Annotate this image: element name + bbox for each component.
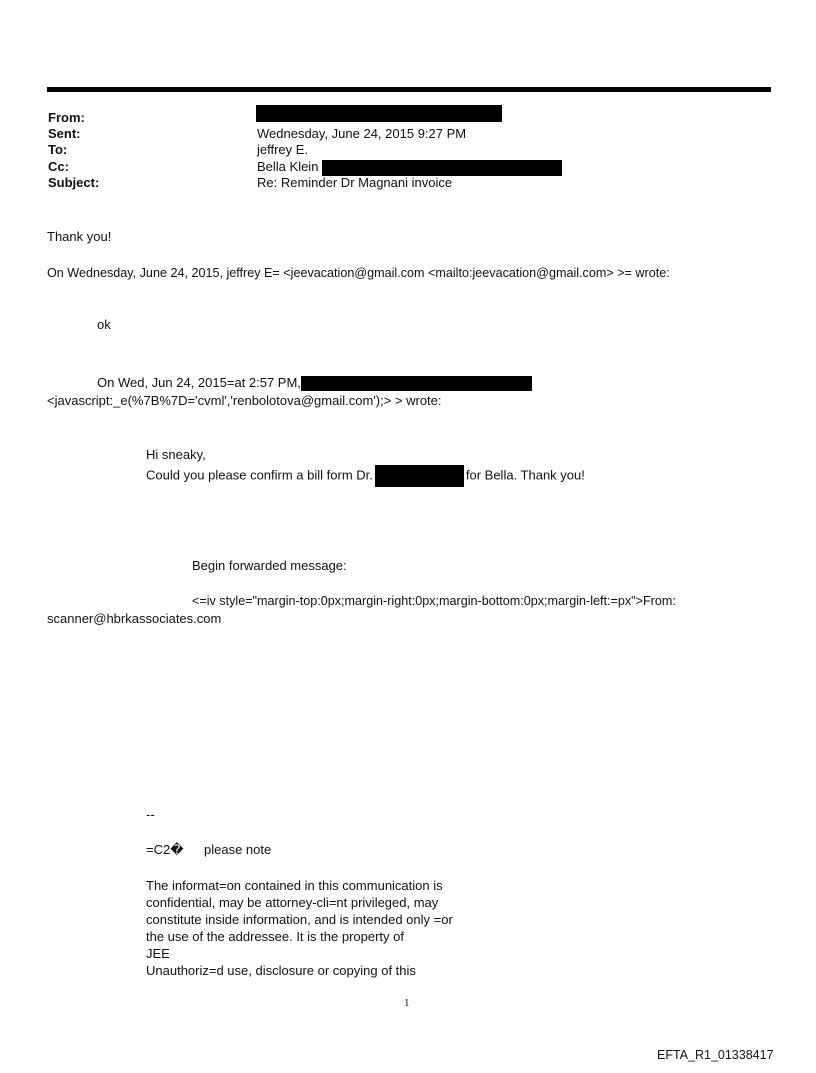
to-value: jeffrey E. — [257, 142, 309, 157]
quote-header-2-address: <javascript:_e(%7B%7D='cvml','renbolotova@gmail.com');> > wrote: — [47, 393, 442, 408]
ok-text: ok — [97, 317, 111, 332]
quote-header-2-line — [97, 375, 532, 391]
sent-value: Wednesday, June 24, 2015 9:27 PM — [257, 126, 467, 141]
request-text: Could you please confirm a bill form Dr. — [146, 467, 373, 483]
greeting: Hi sneaky, — [146, 447, 206, 462]
note-prefix: =C2� — [146, 842, 184, 857]
note-label: please note — [204, 842, 272, 857]
request-line — [146, 465, 585, 487]
cc-line — [257, 159, 562, 176]
redaction-from — [256, 105, 502, 122]
disclaimer-line: constitute inside information, and is intended only =or — [146, 912, 453, 927]
signature-separator: -- — [146, 807, 155, 822]
request-text-end: for Bella. Thank you! — [465, 467, 585, 483]
forwarded-from-email: scanner@hbrkassociates.com — [47, 611, 222, 626]
thanks-text: Thank you! — [47, 229, 112, 244]
from-label: From: — [48, 110, 85, 125]
header-rule — [47, 87, 771, 92]
to-label: To: — [48, 142, 68, 157]
disclaimer-line: Unauthoriz=d use, disclosure or copying of this — [146, 963, 416, 978]
redaction-cc — [322, 160, 562, 176]
document-id: EFTA_R1_01338417 — [657, 1048, 774, 1062]
disclaimer-line: The informat=on contained in this communication is — [146, 878, 443, 893]
cc-value: Bella Klein — [257, 159, 319, 174]
disclaimer-line: confidential, may be attorney-cli=nt privileged, may — [146, 895, 439, 910]
disclaimer-line: JEE — [146, 946, 170, 961]
quote-header-1: On Wednesday, June 24, 2015, jeffrey E= <jeevacation@gmail.com <mailto:jeevacation@gmail.com> >= wrote: — [47, 266, 670, 280]
redaction-sender — [301, 376, 532, 391]
disclaimer-line: the use of the addressee. It is the property of — [146, 929, 404, 944]
forwarded-from-line: <=iv style="margin-top:0px;margin-right:0px;margin-bottom:0px;margin-left:=px">From: — [192, 594, 676, 608]
sent-label: Sent: — [48, 126, 81, 141]
quote-header-2: On Wed, Jun 24, 2015=at 2:57 PM, — [97, 375, 301, 390]
cc-label: Cc: — [48, 159, 69, 174]
disclaimer — [146, 877, 453, 979]
subject-value: Re: Reminder Dr Magnani invoice — [257, 175, 453, 190]
subject-label: Subject: — [48, 175, 100, 190]
page-number: 1 — [404, 997, 410, 1009]
redaction-doctor — [375, 465, 464, 487]
forwarded-label: Begin forwarded message: — [192, 558, 347, 573]
